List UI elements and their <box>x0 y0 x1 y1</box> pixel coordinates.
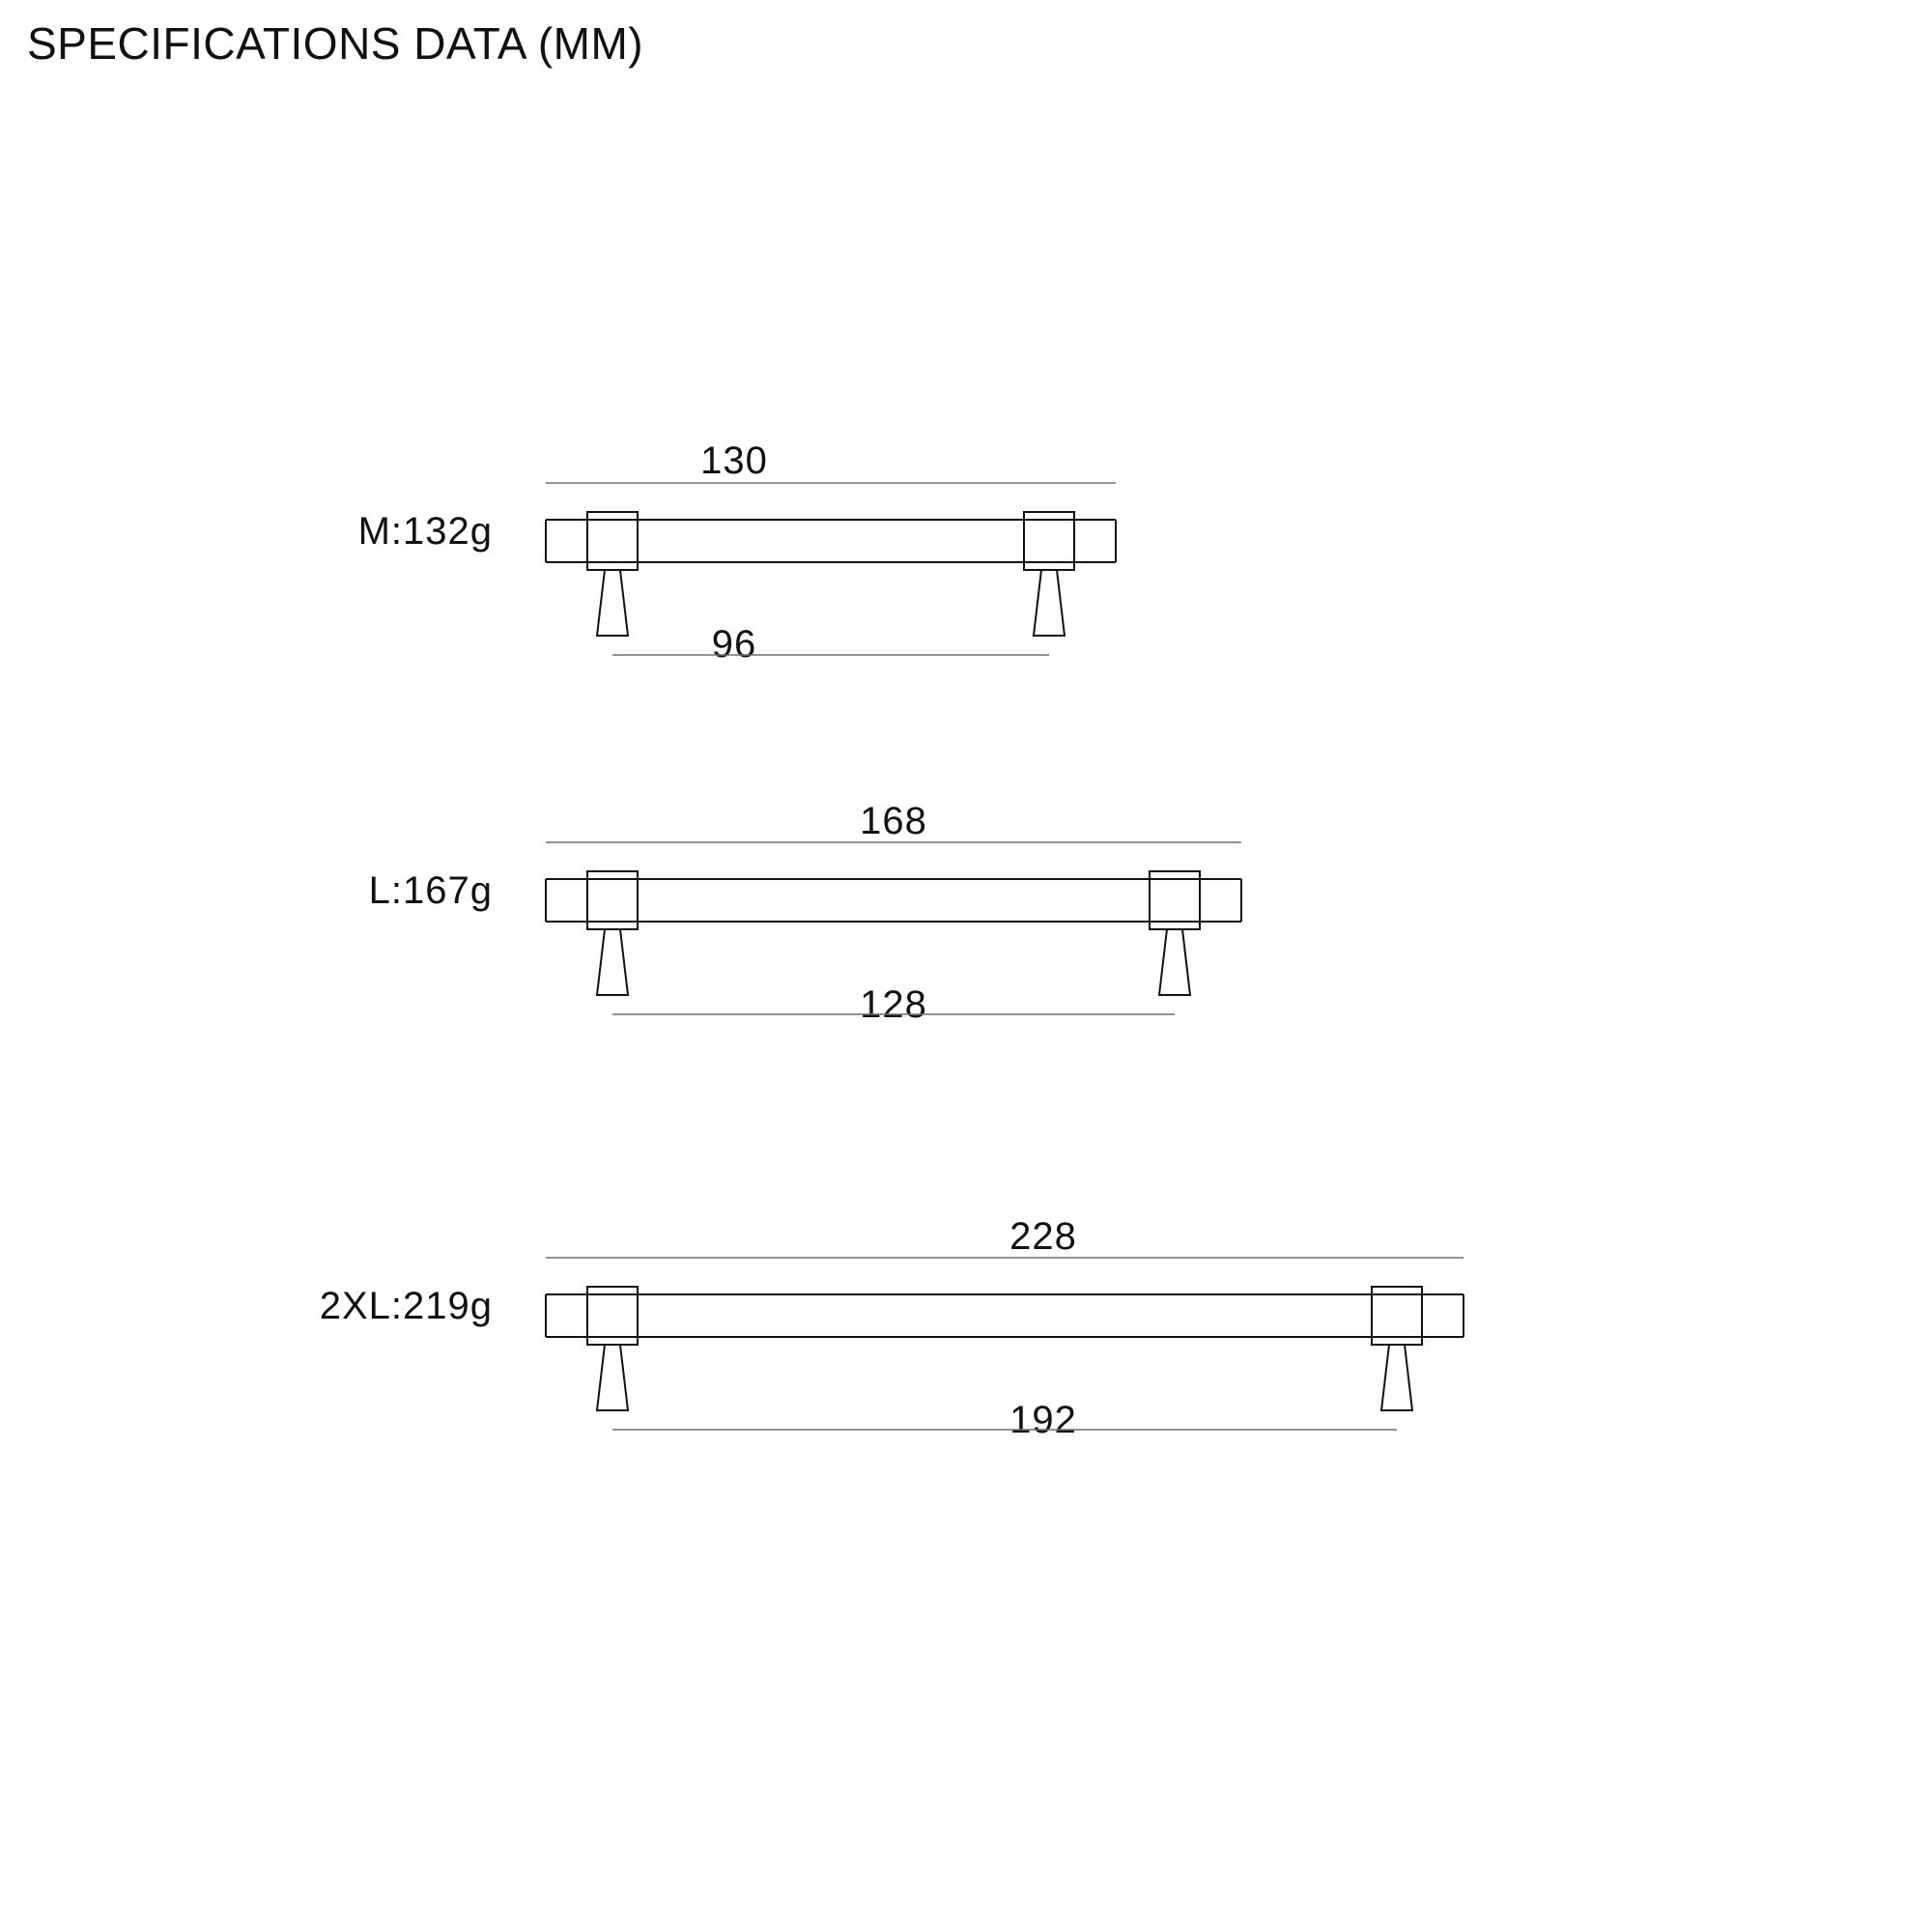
center-dimension-label-2xl: 192 <box>1009 1399 1077 1441</box>
page-title: SPECIFICATIONS DATA (MM) <box>27 18 644 69</box>
weight-label-m: M:132g <box>357 510 493 553</box>
weight-label-l: L:167g <box>368 869 493 912</box>
handle-drawing-m <box>541 473 1121 686</box>
weight-label-2xl: 2XL:219g <box>319 1285 493 1327</box>
center-dimension-label-m: 96 <box>711 623 757 666</box>
overall-dimension-label-2xl: 228 <box>1009 1215 1077 1258</box>
handle-drawing-l <box>541 833 1246 1045</box>
overall-dimension-label-l: 168 <box>860 800 927 842</box>
handle-drawing-2xl <box>541 1248 1468 1461</box>
center-dimension-label-l: 128 <box>860 983 927 1026</box>
overall-dimension-label-m: 130 <box>700 440 768 482</box>
